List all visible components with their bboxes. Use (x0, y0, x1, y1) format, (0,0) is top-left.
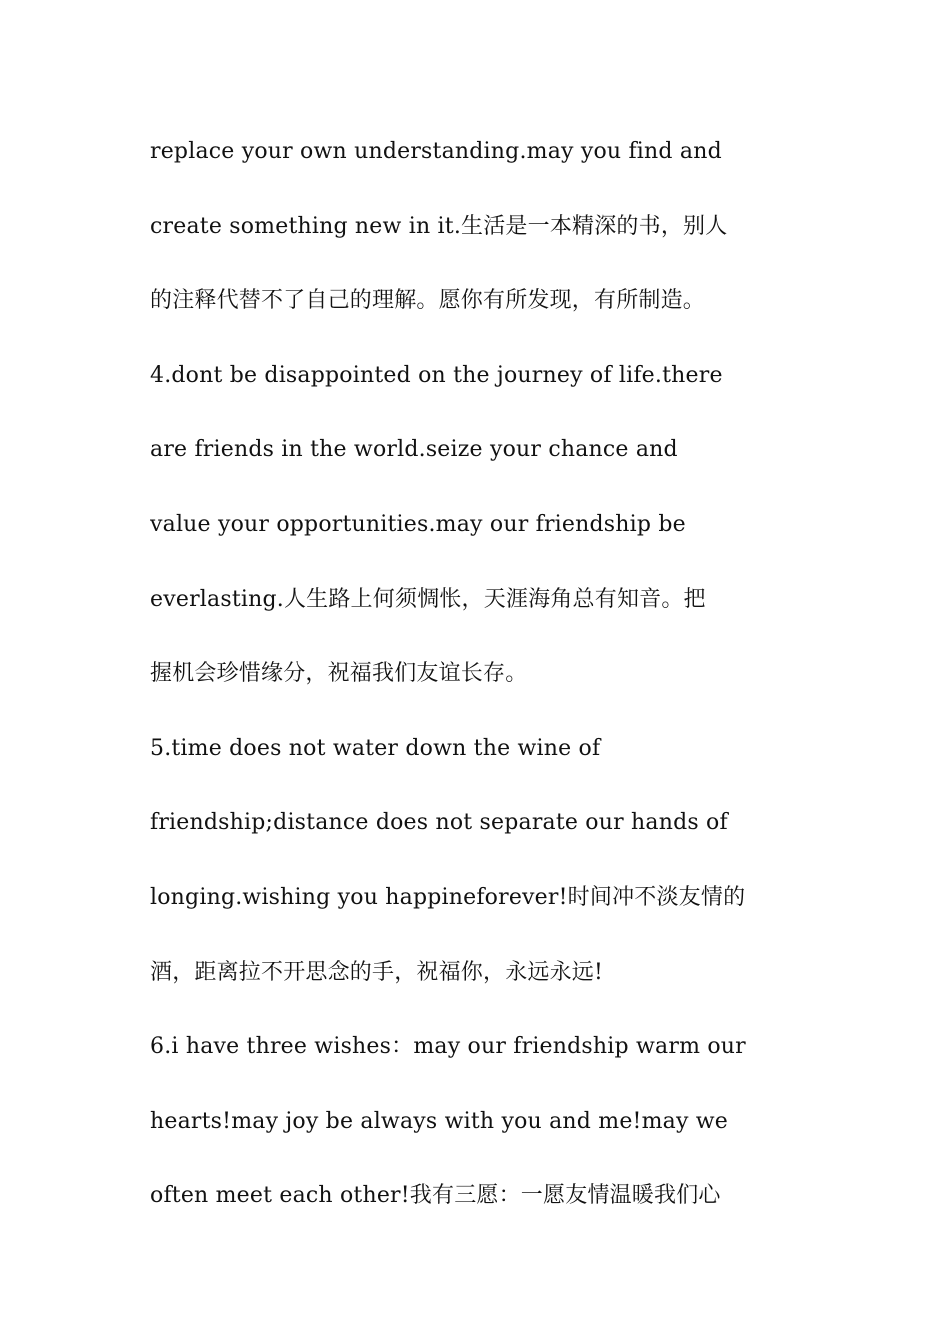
text-line: value your opportunities.may our friendship be (150, 511, 686, 537)
text-line: friendship;distance does not separate our hands of (150, 810, 728, 836)
text-line: 酒，距离拉不开思念的手，祝福你，永远永远! (150, 959, 604, 985)
text-line: longing.wishing you happineforever!时间冲不淡友情的 (150, 884, 746, 910)
text-line: everlasting.人生路上何须惆怅，天涯海角总有知音。把 (150, 586, 706, 612)
text-line: 握机会珍惜缘分，祝福我们友谊长存。 (150, 661, 528, 687)
text-line: 5.time does not water down the wine of (150, 735, 601, 761)
text-line: 的注释代替不了自己的理解。愿你有所发现，有所制造。 (150, 288, 706, 314)
text-line: 6.i have three wishes：may our friendship warm our (150, 1034, 746, 1060)
text-line: 4.dont be disappointed on the journey of life.there (150, 362, 723, 388)
text-line: are friends in the world.seize your chance and (150, 437, 678, 463)
text-line: often meet each other!我有三愿：一愿友情温暖我们心 (150, 1183, 721, 1209)
text-line: create something new in it.生活是一本精深的书，别人 (150, 213, 728, 239)
body-text (150, 133, 810, 1252)
text-line: replace your own understanding.may you find and (150, 139, 722, 164)
text-line: hearts!may joy be always with you and me!may we (150, 1108, 729, 1134)
